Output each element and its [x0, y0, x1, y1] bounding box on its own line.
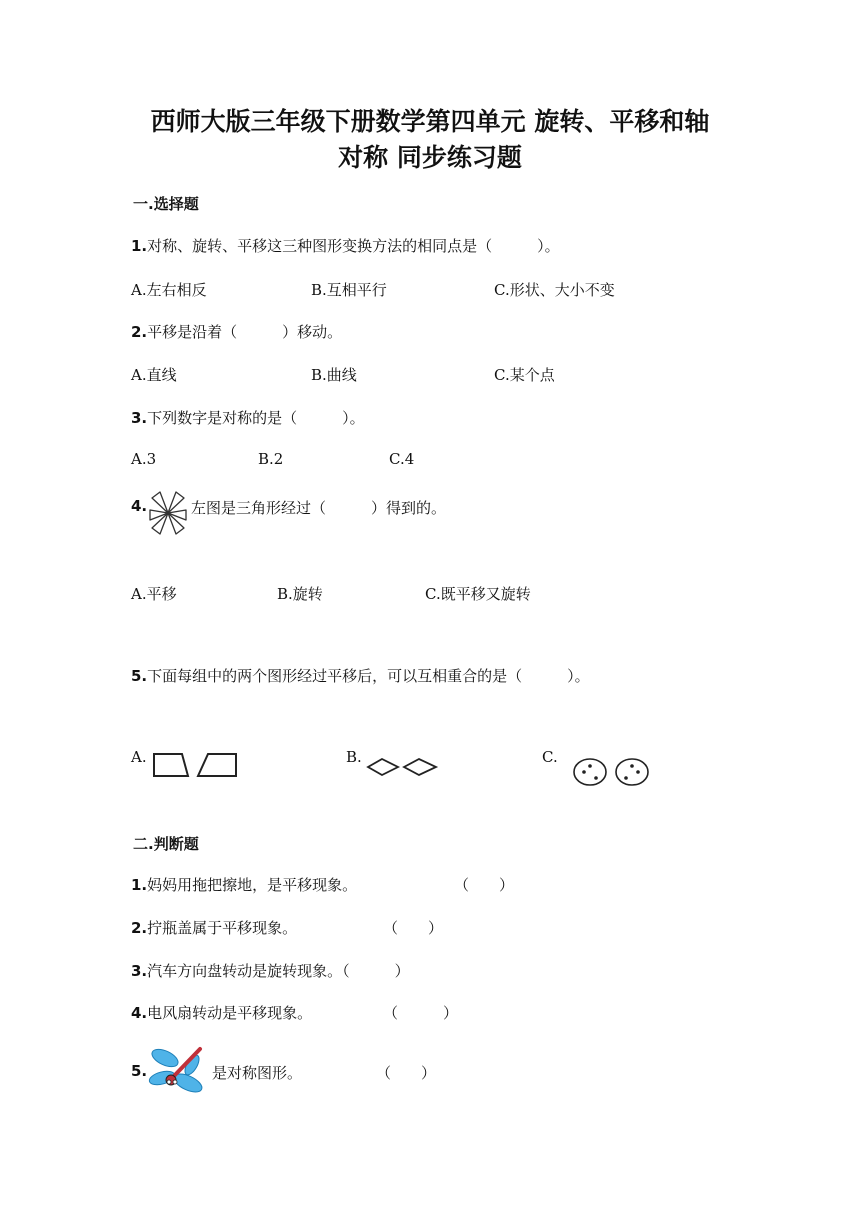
- dragonfly-icon: [148, 1045, 210, 1099]
- option-a[interactable]: A.直线: [131, 366, 177, 384]
- question-text: 下列数字是对称的是（ ）。: [147, 409, 365, 427]
- rhombus-pair-figure: [366, 756, 438, 778]
- judge-question-3: [131, 960, 410, 981]
- question-text: 妈妈用拖把擦地，是平移现象。: [147, 876, 358, 894]
- page-title-line-1: 西师大版三年级下册数学第四单元 旋转、平移和轴: [150, 107, 710, 136]
- section-heading-choice: 一.选择题: [133, 195, 199, 213]
- question-3: [131, 407, 365, 428]
- question-4-number: [131, 497, 147, 515]
- option-a[interactable]: A.左右相反: [131, 281, 207, 299]
- question-number: 5.: [131, 1062, 148, 1080]
- option-c[interactable]: C.形状、大小不变: [494, 281, 615, 299]
- option-a[interactable]: A.平移: [131, 585, 177, 603]
- option-c[interactable]: C.4: [389, 450, 415, 468]
- question-number: 1.: [131, 237, 148, 255]
- judge-question-5-number: [131, 1062, 147, 1080]
- option-b[interactable]: B.: [346, 748, 362, 766]
- question-text: 对称、旋转、平移这三种图形变换方法的相同点是（ ）。: [147, 237, 560, 255]
- option-c[interactable]: C.: [542, 748, 558, 766]
- question-1: [131, 235, 560, 256]
- section-heading-judgement: 二.判断题: [133, 835, 199, 853]
- question-number: 2.: [131, 323, 148, 341]
- question-text: 拧瓶盖属于平移现象。: [147, 919, 298, 937]
- option-c[interactable]: C.既平移又旋转: [425, 585, 531, 603]
- option-a[interactable]: A.: [131, 748, 147, 766]
- question-text: 左图是三角形经过（ ）得到的。: [191, 499, 447, 517]
- answer-bracket[interactable]: （ ）: [383, 1004, 459, 1022]
- question-number: 4.: [131, 1004, 148, 1022]
- question-number: 5.: [131, 667, 148, 685]
- question-text: 下面每组中的两个图形经过平移后，可以互相重合的是（ ）。: [147, 667, 590, 685]
- trapezoid-pair-figure: [150, 752, 240, 778]
- question-number: 4.: [131, 497, 148, 515]
- question-text: 平移是沿着（ ）移动。: [147, 323, 343, 341]
- option-b[interactable]: B.旋转: [277, 585, 323, 603]
- option-c[interactable]: C.某个点: [494, 366, 555, 384]
- option-b[interactable]: B.曲线: [311, 366, 357, 384]
- question-number: 2.: [131, 919, 148, 937]
- answer-bracket[interactable]: （ ）: [454, 876, 515, 894]
- option-b[interactable]: B.互相平行: [311, 281, 387, 299]
- option-b[interactable]: B.2: [258, 450, 284, 468]
- judge-question-2: [131, 917, 297, 938]
- answer-bracket[interactable]: （ ）: [383, 919, 444, 937]
- rotated-triangles-figure: [148, 490, 188, 536]
- judge-question-1: [131, 874, 357, 895]
- question-text: 是对称图形。: [212, 1064, 303, 1082]
- question-text: 电风扇转动是平移现象。: [147, 1004, 313, 1022]
- question-number: 3.: [131, 409, 148, 427]
- circle-pair-figure: [572, 757, 652, 787]
- question-5: [131, 665, 590, 686]
- option-a[interactable]: A.3: [131, 450, 157, 468]
- question-2: [131, 321, 342, 342]
- answer-bracket[interactable]: （ ）: [376, 1064, 437, 1082]
- page-title-line-2: 对称 同步练习题: [338, 143, 522, 172]
- question-number: 1.: [131, 876, 148, 894]
- judge-question-4: [131, 1002, 312, 1023]
- question-number: 3.: [131, 962, 148, 980]
- question-text: 汽车方向盘转动是旋转现象。（ ）: [147, 962, 410, 980]
